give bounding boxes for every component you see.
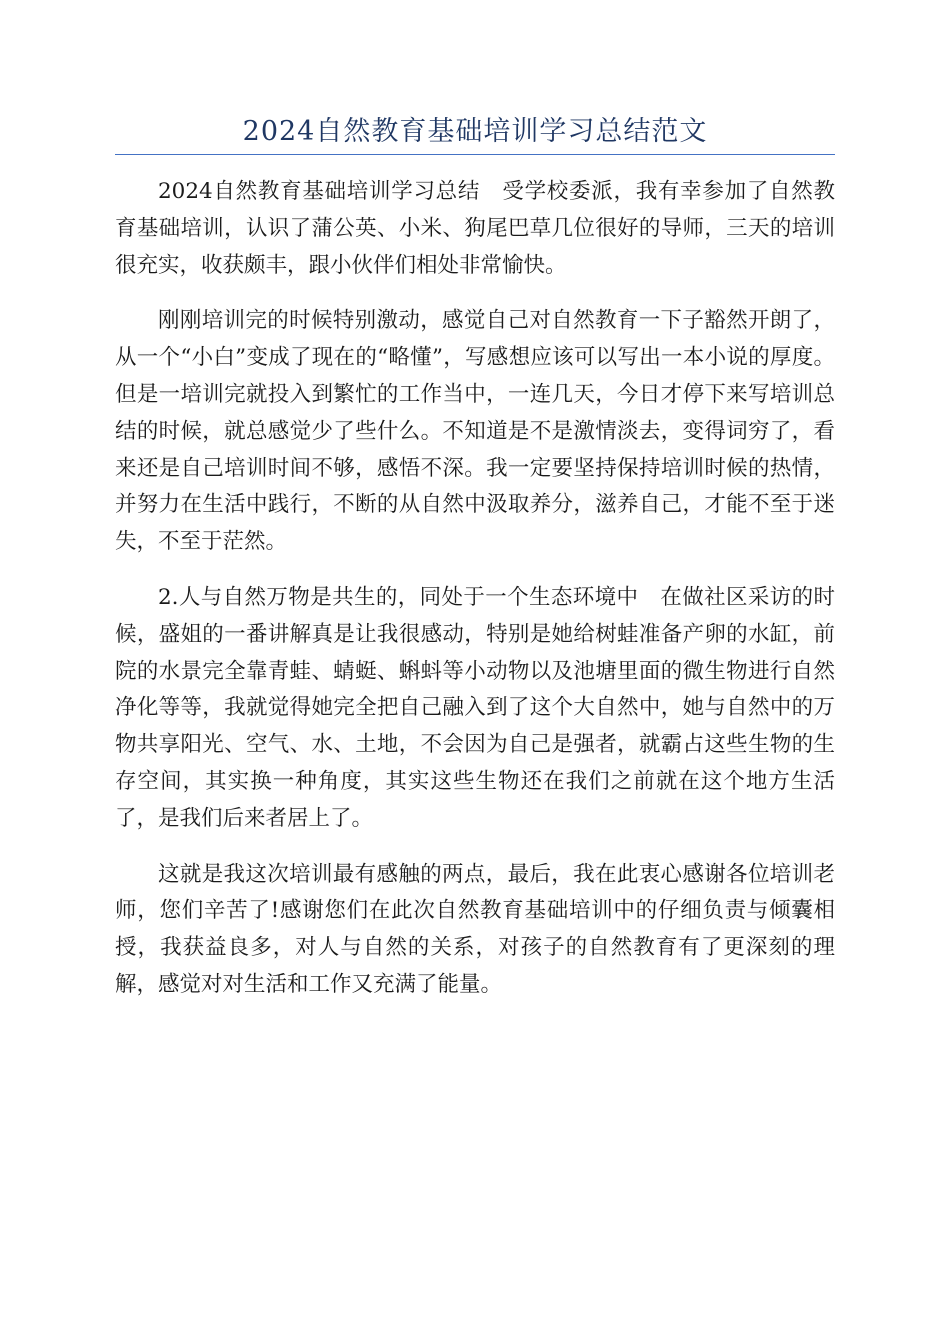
paragraph-4: 这就是我这次培训最有感触的两点，最后，我在此衷心感谢各位培训老师，您们辛苦了!感谢您们在此次自然教育基础培训中的仔细负责与倾囊相授，我获益良多，对人与自然的关系，对孩子的自然教育有了更深刻的理解，感觉对对生活和工作又充满了能量。 [115, 861, 835, 997]
paragraph-1: 2024自然教育基础培训学习总结 受学校委派，我有幸参加了自然教育基础培训，认识了蒲公英、小米、狗尾巴草几位很好的导师，三天的培训很充实，收获颇丰，跟小伙伴们相处非常愉快。 [115, 179, 835, 278]
paragraph-3: 2.人与自然万物是共生的，同处于一个生态环境中 在做社区采访的时候，盛姐的一番讲解真是让我很感动，特别是她给树蛙准备产卵的水缸，前院的水景完全靠青蛙、蜻蜓、蝌蚪等小动物以及池塘里面的微生物进行自然净化等等，我就觉得她完全把自己融入到了这个大自然中，她与自然中的万物共享阳光、空气、水、土地，不会因为自己是强者，就霸占这些生物的生存空间，其实换一种角度，其实这些生物还在我们之前就在这个地方生活了，是我们后来者居上了。 [115, 584, 835, 831]
title-underline [115, 154, 835, 155]
paragraph-2: 刚刚培训完的时候特别激动，感觉自己对自然教育一下子豁然开朗了，从一个“小白”变成了现在的“略懂”，写感想应该可以写出一本小说的厚度。但是一培训完就投入到繁忙的工作当中，一连几天，今日才停下来写培训总结的时候，就总感觉少了些什么。不知道是不是激情淡去，变得词穷了，看来还是自己培训时间不够，感悟不深。我一定要坚持保持培训时候的热情，并努力在生活中践行，不断的从自然中汲取养分，滋养自己，才能不至于迷失，不至于茫然。 [115, 308, 835, 555]
document-title: 2024自然教育基础培训学习总结范文 [242, 116, 708, 147]
document-body [115, 174, 835, 1023]
